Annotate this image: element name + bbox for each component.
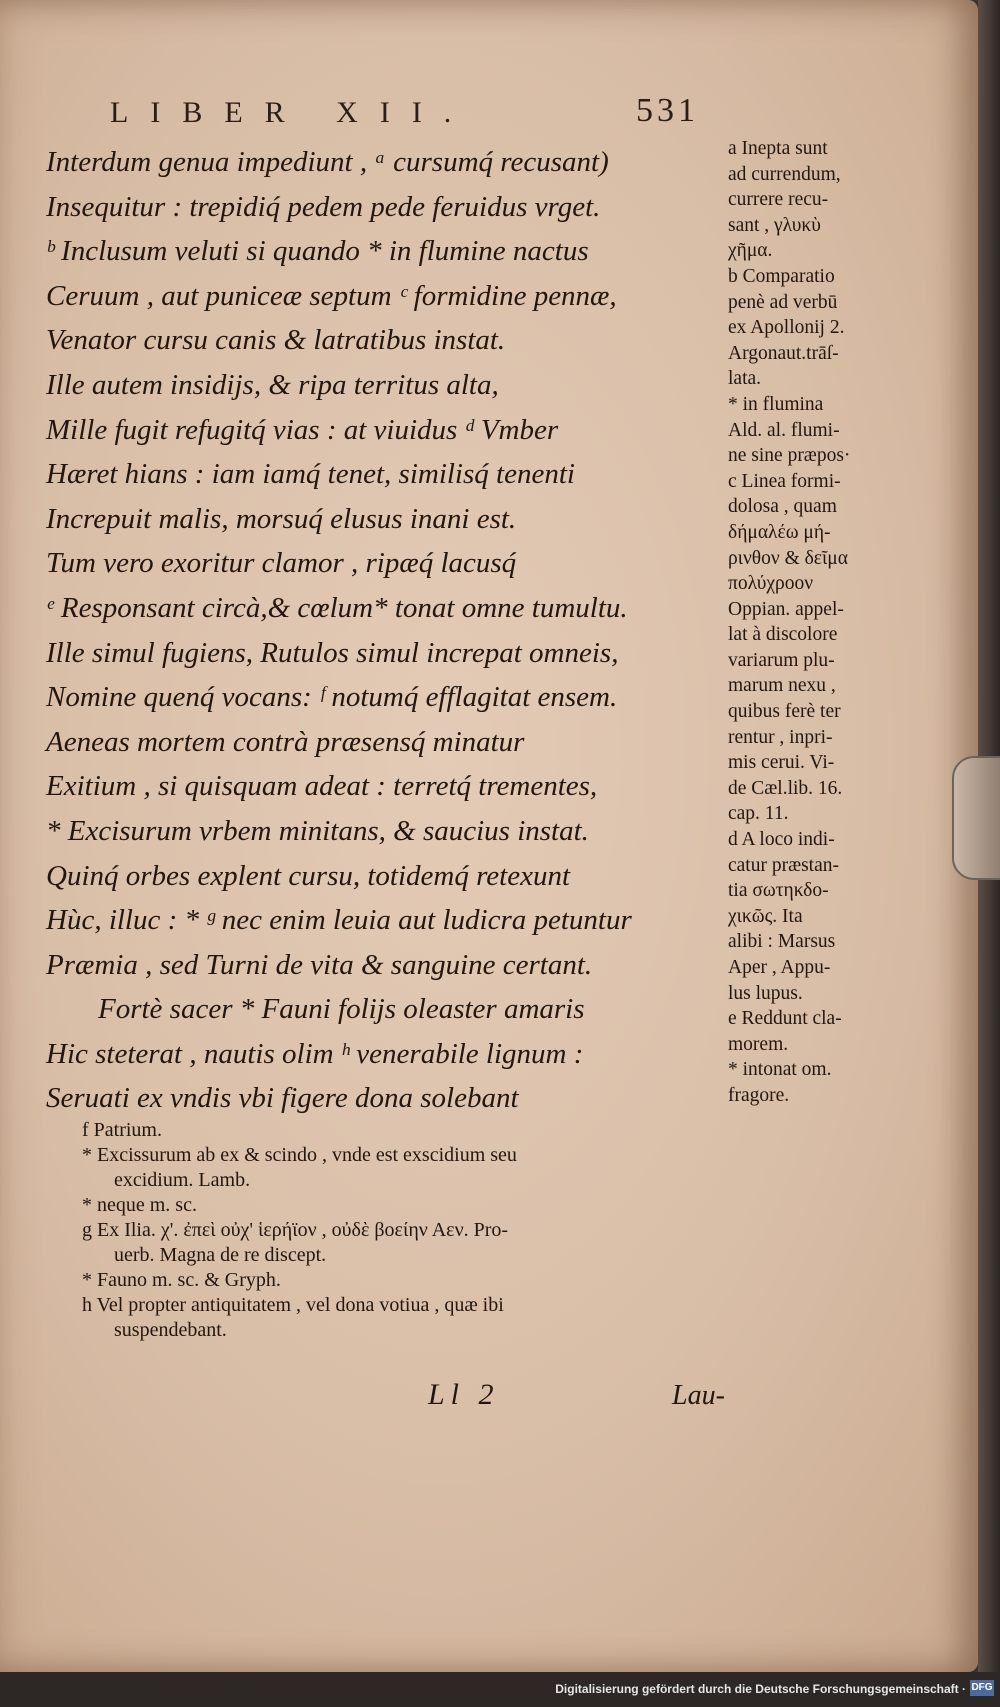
- marginal-line: cap. 11.: [728, 803, 789, 825]
- marginal-line: Argonaut.trāſ-: [728, 342, 839, 364]
- marginal-line: ρινθον & δεῖμα: [728, 547, 848, 569]
- verse-line: Exitium , si quisquam adeat : terretq́ trementes,: [46, 770, 598, 803]
- verse-line: Insequitur : trepidiq́ pedem pede feruidus vrget.: [46, 190, 601, 223]
- marginal-line: χικῶς. Ita: [728, 905, 803, 927]
- marginal-line: currere recu-: [728, 189, 829, 211]
- running-head: LIBER XII.: [110, 96, 474, 129]
- marginal-line: ad currendum,: [728, 163, 841, 185]
- verse-line: Ceruum , aut puniceæ septum ᶜ formidine pennæ,: [46, 279, 617, 312]
- verse-line: Præmia , sed Turni de vita & sanguine certant.: [46, 948, 593, 981]
- verse-line: Hic steterat , nautis olim ʰ venerabile lignum :: [46, 1037, 584, 1070]
- marginal-line: δήμαλέω μή-: [728, 521, 831, 543]
- marginal-line: Ald. al. flumi-: [728, 419, 840, 441]
- marginal-line: χῆμα.: [728, 240, 773, 262]
- marginal-line: quibus ferè ter: [728, 701, 841, 723]
- verse-line: ᵉ Responsant circà,& cœlum* tonat omne tumultu.: [46, 591, 628, 624]
- footnote-line: * neque m. sc.: [82, 1194, 197, 1216]
- marginal-notes: [728, 136, 918, 1109]
- marginal-line: de Cæl.lib. 16.: [728, 777, 843, 799]
- verse-line: Ille autem insidijs, & ripa territus alta,: [46, 368, 499, 401]
- marginal-line: penè ad verbū: [728, 291, 838, 313]
- footnote-line: uerb. Magna de re discept.: [114, 1244, 327, 1266]
- verse-line: Nomine quenq́ vocans: ᶠ notumq́ efflagitat ensem.: [46, 681, 618, 714]
- marginal-line: rentur , inpri-: [728, 726, 833, 748]
- verse-line: * Excisurum vrbem minitans, & saucius instat.: [46, 814, 589, 847]
- verse-text: [46, 140, 726, 1121]
- marginal-line: mis cerui. Vi-: [728, 752, 835, 774]
- footnote-line: g Ex Ilia. χ'. ἐπεὶ οὐχ' ἱερήϊον , οὐδὲ βοείην Αεν. Pro-: [82, 1219, 509, 1241]
- verse-line: Hùc, illuc : * ᵍ nec enim leuia aut ludicra petuntur: [46, 904, 632, 937]
- verse-line: Ille simul fugiens, Rutulos simul increpat omneis,: [46, 636, 619, 669]
- page-clip: [952, 756, 1000, 880]
- verse-line: Tum vero exoritur clamor , ripæq́ lacusq́: [46, 547, 517, 580]
- dfg-logo-icon: DFG: [970, 1680, 994, 1696]
- marginal-line: alibi : Marsus: [728, 931, 836, 953]
- marginal-line: fragore.: [728, 1084, 790, 1106]
- verse-line: Quinq́ orbes explent cursu, totidemq́ retexunt: [46, 859, 571, 892]
- verse-line: Venator cursu canis & latratibus instat.: [46, 324, 506, 357]
- signature-mark: Ll 2: [428, 1378, 500, 1411]
- verse-line: Fortè sacer * Fauni folijs oleaster amaris: [98, 993, 585, 1026]
- marginal-line: c Linea formi-: [728, 470, 841, 492]
- verse-line: Seruati ex vndis vbi figere dona solebant: [46, 1082, 519, 1115]
- verse-line: Mille fugit refugitq́ vias : at viuidus ᵈ Vmber: [46, 413, 559, 446]
- footnote-line: f Patrium.: [82, 1119, 162, 1141]
- marginal-line: d A loco indi-: [728, 829, 835, 851]
- footnote-line: * Fauno m. sc. & Gryph.: [82, 1269, 281, 1291]
- marginal-line: lata.: [728, 368, 762, 390]
- marginal-line: a Inepta sunt: [728, 138, 828, 159]
- marginal-line: b Comparatio: [728, 265, 835, 287]
- marginal-line: Oppian. appel-: [728, 598, 844, 620]
- footnote-line: excidium. Lamb.: [114, 1169, 251, 1191]
- marginal-line: * in flumina: [728, 393, 824, 415]
- footnotes: [82, 1118, 722, 1343]
- marginal-line: catur præstan-: [728, 854, 840, 876]
- marginal-line: * intonat om.: [728, 1059, 832, 1081]
- marginal-line: marum nexu ,: [728, 675, 836, 697]
- footnote-line: h Vel propter antiquitatem , vel dona votiua , quæ ibi: [82, 1294, 504, 1316]
- marginal-line: morem.: [728, 1033, 789, 1055]
- footnote-line: suspendebant.: [114, 1319, 227, 1341]
- marginal-line: variarum plu-: [728, 649, 835, 671]
- marginal-line: e Reddunt cla-: [728, 1008, 842, 1030]
- marginal-line: dolosa , quam: [728, 496, 837, 518]
- footnote-line: * Excissurum ab ex & scindo , vnde est exscidium seu: [82, 1144, 517, 1166]
- marginal-line: lat à discolore: [728, 624, 838, 646]
- marginal-line: lus lupus.: [728, 982, 803, 1004]
- page-number: 531: [636, 92, 699, 129]
- marginal-line: ex Apollonij 2.: [728, 317, 845, 339]
- digitization-credit: Digitalisierung gefördert durch die Deutsche Forschungsgemeinschaft ·: [555, 1682, 966, 1696]
- marginal-line: sant , γλυκὺ: [728, 214, 821, 236]
- marginal-line: tia σωτηκδο-: [728, 880, 829, 902]
- marginal-line: πολύχροον: [728, 573, 814, 595]
- marginal-line: ne sine præpos·: [728, 445, 851, 467]
- verse-line: Aeneas mortem contrà præsensq́ minatur: [46, 725, 525, 758]
- verse-line: ᵇ Inclusum veluti si quando * in flumine nactus: [46, 235, 589, 268]
- marginal-line: Aper , Appu-: [728, 957, 831, 978]
- catchword: Lau-: [672, 1380, 725, 1411]
- verse-line: Hæret hians : iam iamq́ tenet, similisq́ tenenti: [46, 458, 575, 491]
- verse-line: Interdum genua impediunt , ᵃ cursumq́ recusant): [46, 146, 609, 178]
- verse-line: Increpuit malis, morsuq́ elusus inani est.: [46, 502, 517, 535]
